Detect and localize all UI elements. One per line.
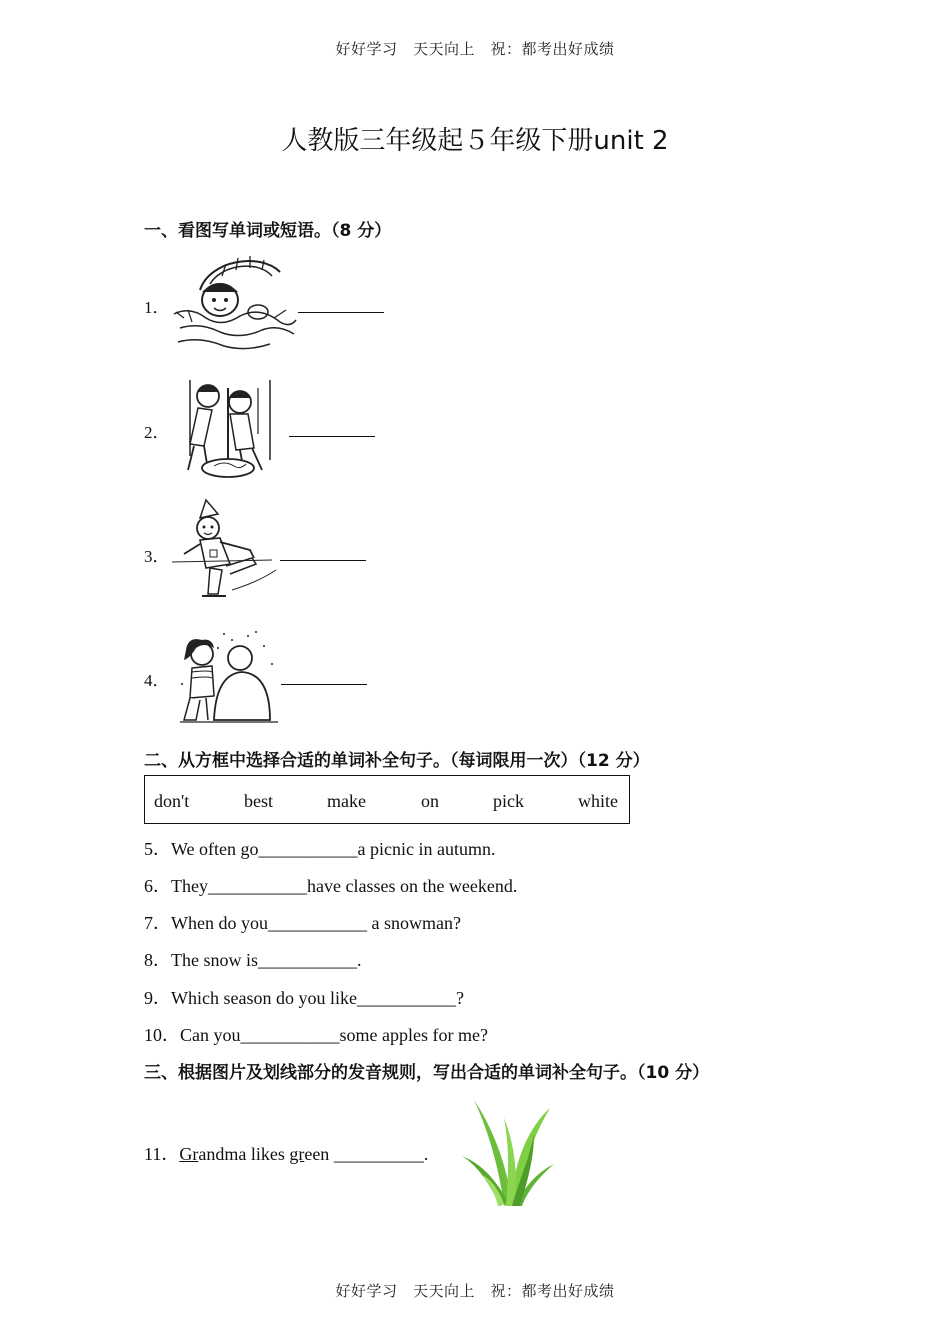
sentence-text: They bbox=[171, 876, 208, 896]
sentence-text: a picnic in autumn. bbox=[357, 839, 496, 859]
word-bank-item: best bbox=[244, 791, 273, 811]
question-number: 9． bbox=[144, 988, 171, 1008]
question-number: 10． bbox=[144, 1025, 180, 1045]
question-number: 6． bbox=[144, 876, 171, 896]
sentence-text: . bbox=[357, 950, 362, 970]
sentence-text: We often go bbox=[171, 839, 259, 859]
question-11 bbox=[144, 1140, 428, 1166]
answer-blank[interactable]: ___________ bbox=[356, 988, 456, 1008]
answer-blank[interactable]: ___________ bbox=[267, 913, 367, 933]
section-1-heading: 一、看图写单词或短语。（8 分） bbox=[144, 221, 392, 241]
answer-blank[interactable]: ___________ bbox=[207, 876, 307, 896]
sentence-text: ? bbox=[455, 988, 464, 1008]
sentence-text: The snow is bbox=[171, 950, 258, 970]
sentence-text: have classes on the weekend. bbox=[306, 876, 518, 896]
question-10 bbox=[144, 1021, 488, 1047]
word-bank-box bbox=[144, 775, 630, 824]
page-title: 人教版三年级起５年级下册unit 2 bbox=[281, 126, 669, 156]
question-number: 5． bbox=[144, 839, 171, 859]
question-8 bbox=[144, 946, 362, 972]
question-2-number: 2． bbox=[144, 423, 170, 442]
question-7 bbox=[144, 909, 461, 935]
question-5 bbox=[144, 835, 496, 861]
underlined-sound-gr: Gr bbox=[179, 1144, 199, 1164]
sentence-text: . bbox=[423, 1144, 429, 1164]
word-bank-item: pick bbox=[493, 791, 524, 811]
sentence-text: When do you bbox=[171, 913, 268, 933]
grass-picture bbox=[460, 1094, 556, 1212]
question-number: 8． bbox=[144, 950, 171, 970]
section-3-heading: 三、根据图片及划线部分的发音规则，写出合适的单词补全句子。（10 分） bbox=[144, 1063, 710, 1083]
skating-picture bbox=[172, 498, 280, 604]
question-4-number: 4． bbox=[144, 671, 170, 690]
question-number: 11． bbox=[144, 1144, 180, 1164]
page-footer: 好好学习 天天向上 祝：都考出好成绩 bbox=[335, 1282, 615, 1300]
answer-blank-3[interactable] bbox=[280, 560, 366, 561]
question-3-number: 3． bbox=[144, 547, 170, 566]
snowman-picture bbox=[172, 624, 282, 728]
answer-blank[interactable]: ___________ bbox=[258, 950, 357, 970]
question-6 bbox=[144, 872, 517, 898]
sentence-text: andma likes bbox=[198, 1144, 290, 1164]
answer-blank-1[interactable] bbox=[298, 312, 384, 313]
question-1-number: 1． bbox=[144, 298, 170, 317]
answer-blank-2[interactable] bbox=[289, 436, 375, 437]
sentence-text: een bbox=[304, 1144, 334, 1164]
sentence-text: Which season do you like bbox=[171, 988, 357, 1008]
answer-blank-4[interactable] bbox=[281, 684, 367, 685]
swimming-picture bbox=[170, 252, 298, 354]
question-number: 7． bbox=[144, 913, 171, 933]
answer-blank[interactable]: ___________ bbox=[240, 1025, 340, 1045]
answer-blank[interactable]: ___________ bbox=[258, 839, 358, 859]
underlined-sound-gr: gr bbox=[289, 1144, 305, 1164]
sentence-text: a snowman? bbox=[366, 913, 461, 933]
word-bank-item: don't bbox=[154, 791, 190, 811]
planting-trees-picture bbox=[178, 374, 282, 486]
word-bank-item: white bbox=[578, 791, 618, 811]
word-bank-item: on bbox=[421, 791, 439, 811]
question-9 bbox=[144, 984, 464, 1010]
word-bank-item: make bbox=[327, 791, 366, 811]
sentence-text: Can you bbox=[180, 1025, 241, 1045]
answer-blank[interactable]: __________ bbox=[333, 1144, 424, 1164]
page-header: 好好学习 天天向上 祝：都考出好成绩 bbox=[335, 40, 615, 58]
sentence-text: some apples for me? bbox=[339, 1025, 488, 1045]
section-2-heading: 二、从方框中选择合适的单词补全句子。（每词限用一次）（12 分） bbox=[144, 751, 650, 771]
